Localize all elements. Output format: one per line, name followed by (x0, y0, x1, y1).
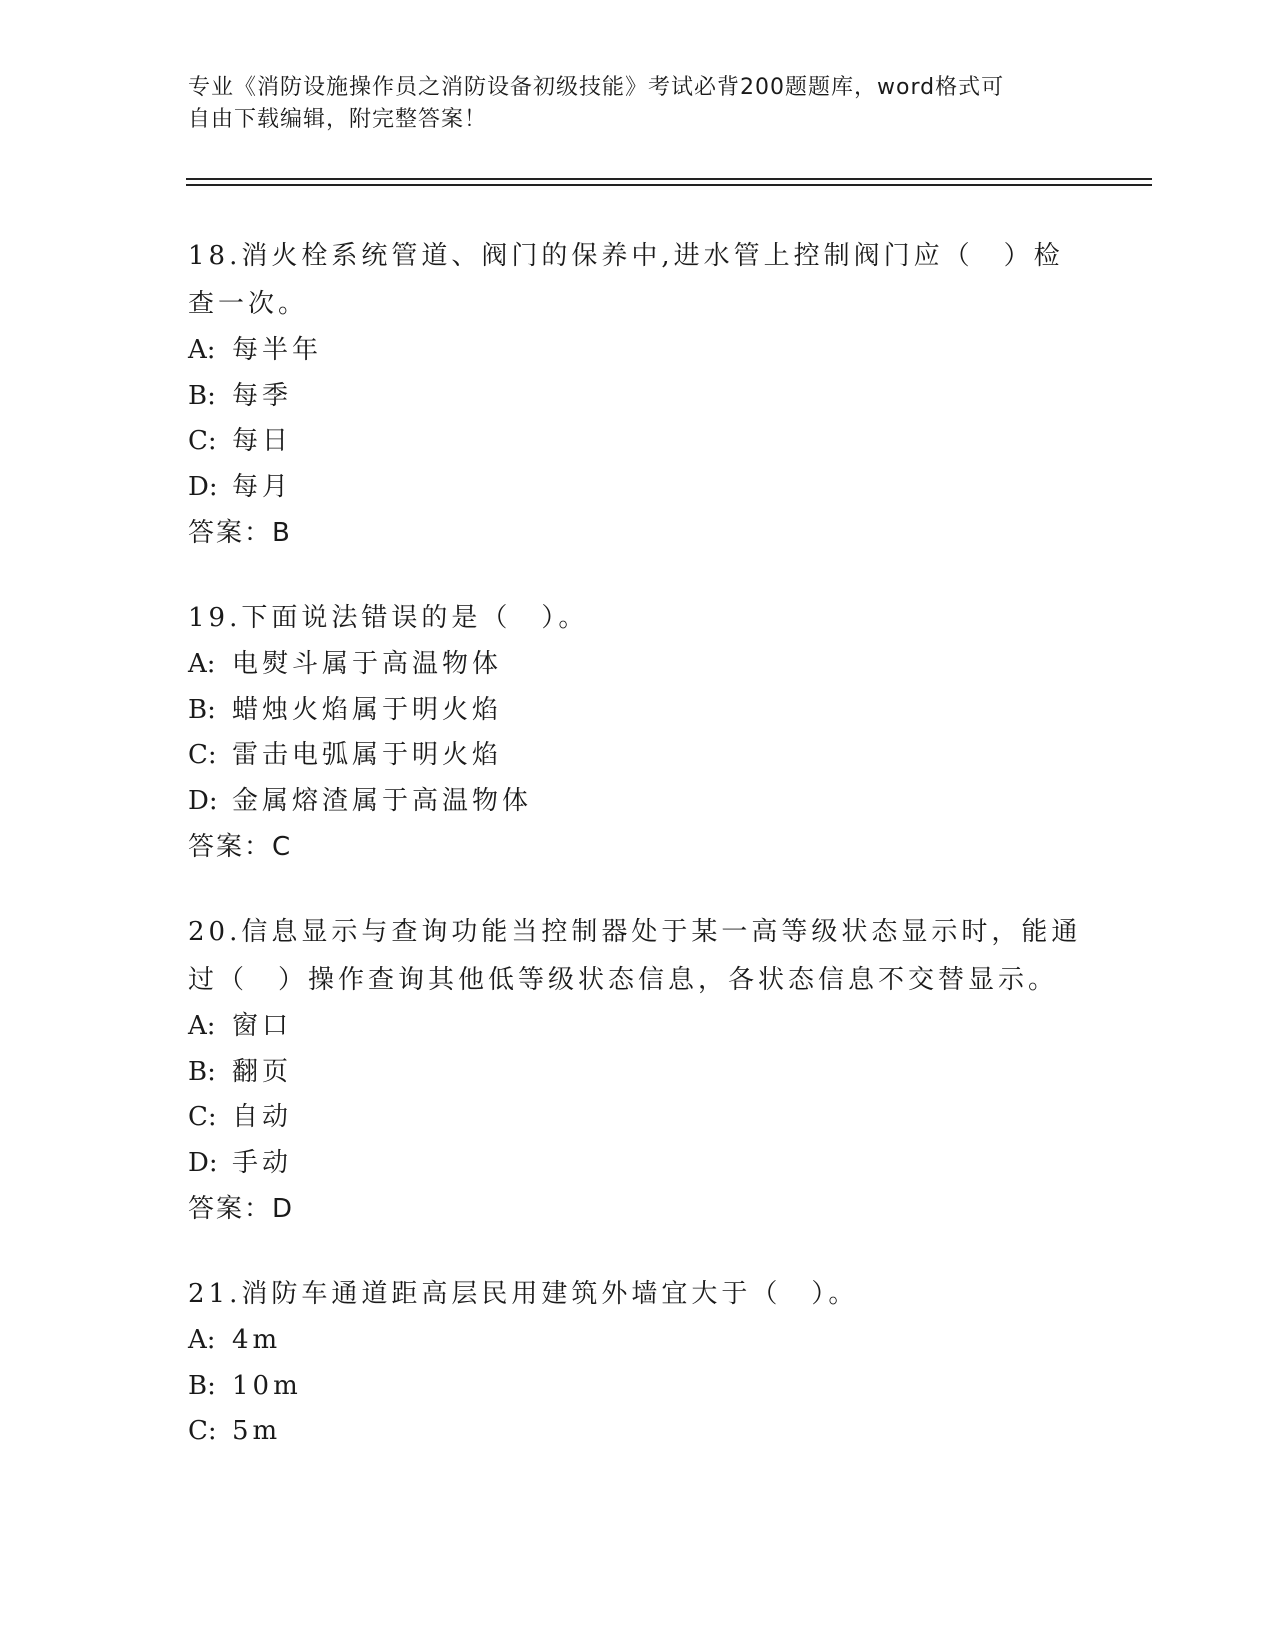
option-text: 电熨斗属于高温物体 (232, 649, 503, 679)
option-key: B: (188, 380, 216, 411)
header-title-line-1: 专业《消防设施操作员之消防设备初级技能》考试必背200题题库，word格式可 (188, 75, 1005, 100)
option-key: A: (188, 1011, 216, 1041)
option-text: 金属熔渣属于高温物体 (232, 785, 533, 816)
option-text: 翻页 (232, 1056, 293, 1087)
question-stem: 20.信息显示与查询功能当控制器处于某一高等级状态显示时，能通过（ ）操作查询其他低等级状态信息，各状态信息不交替显示。 (188, 917, 1082, 995)
option-key: A: (188, 335, 216, 365)
option-key: B: (188, 1056, 216, 1087)
header-divider-bottom (186, 184, 1152, 186)
option-key: C: (188, 426, 217, 456)
option-c (188, 733, 1088, 779)
option-a (188, 642, 1088, 688)
option-key: C: (188, 1416, 217, 1446)
question-20 (188, 908, 1088, 1232)
header-divider-top (186, 178, 1152, 180)
header-title-line-2: 自由下载编辑，附完整答案！ (188, 107, 488, 132)
option-b (188, 1050, 1088, 1096)
option-a (188, 1004, 1088, 1050)
option-text: 每月 (232, 471, 293, 502)
option-key: A: (188, 649, 216, 679)
answer-label: 答案：B (188, 518, 292, 548)
option-c (188, 419, 1088, 465)
option-text: 每半年 (232, 335, 323, 365)
option-key: D: (188, 1147, 218, 1178)
option-d (188, 1141, 1088, 1187)
option-text: 4m (232, 1325, 282, 1355)
option-b (188, 1364, 1088, 1410)
option-a (188, 328, 1088, 374)
question-stem: 21.消防车通道距高层民用建筑外墙宜大于（ ）。 (188, 1279, 859, 1309)
option-key: D: (188, 785, 218, 816)
answer-label: 答案：D (188, 1194, 295, 1224)
option-b (188, 374, 1088, 420)
option-a (188, 1318, 1088, 1364)
option-text: 手动 (232, 1147, 293, 1178)
option-text: 雷击电弧属于明火焰 (232, 740, 503, 770)
option-key: B: (188, 1370, 216, 1401)
option-text: 窗口 (232, 1011, 293, 1041)
option-b (188, 688, 1088, 734)
option-text: 每日 (232, 426, 293, 456)
option-text: 5m (232, 1416, 282, 1446)
option-c (188, 1095, 1088, 1141)
option-key: C: (188, 1102, 217, 1132)
option-key: C: (188, 740, 217, 770)
option-text: 10m (232, 1370, 302, 1401)
question-list (188, 232, 1088, 1493)
option-c (188, 1409, 1088, 1455)
question-21 (188, 1270, 1088, 1455)
question-stem: 18.消火栓系统管道、阀门的保养中,进水管上控制阀门应（ ）检查一次。 (188, 241, 1064, 319)
answer-label: 答案：C (188, 832, 293, 862)
question-19 (188, 594, 1088, 870)
question-18 (188, 232, 1088, 556)
option-key: A: (188, 1325, 216, 1355)
document-header (188, 72, 1068, 136)
option-key: B: (188, 694, 216, 725)
option-text: 蜡烛火焰属于明火焰 (232, 694, 503, 725)
option-d (188, 465, 1088, 511)
option-text: 自动 (232, 1102, 293, 1132)
option-text: 每季 (232, 380, 293, 411)
option-key: D: (188, 471, 218, 502)
question-stem: 19.下面说法错误的是（ ）。 (188, 603, 589, 633)
option-d (188, 779, 1088, 825)
